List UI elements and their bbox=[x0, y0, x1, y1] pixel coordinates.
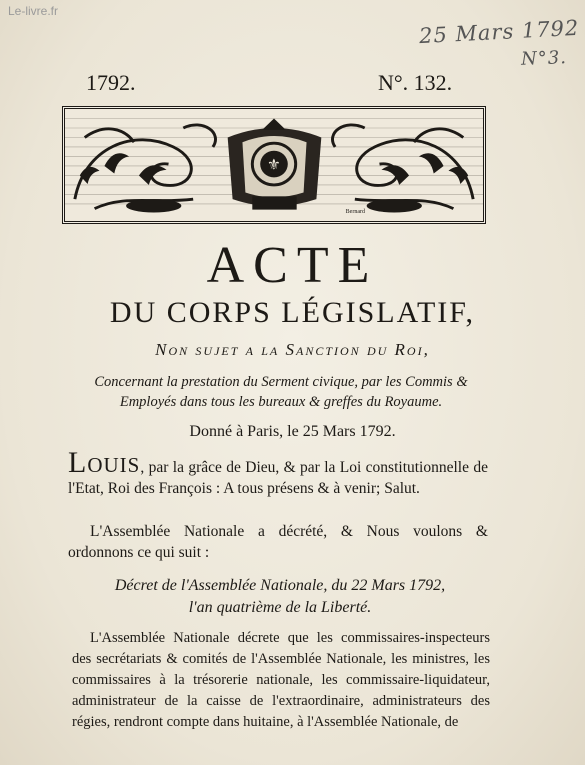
handwritten-number: N°3. bbox=[520, 47, 568, 70]
title-sanction: Non sujet a la Sanction du Roi, bbox=[155, 340, 430, 359]
decree-line-2: l'an quatrième de la Liberté. bbox=[188, 599, 372, 616]
engraver-signature: Bernard bbox=[345, 209, 365, 215]
title-corps-legislatif: DU CORPS LÉGISLATIF, bbox=[109, 296, 476, 329]
engraved-banner bbox=[62, 106, 486, 224]
intro-paragraph bbox=[68, 446, 488, 499]
subject-line: Concernant la prestation du Serment civique, par les Commis & Employés dans tous les bureaux & greffes du Royaume. bbox=[94, 374, 468, 410]
handwritten-date: 25 Mars 1792 bbox=[418, 15, 580, 49]
intro-text: , par la grâce de Dieu, & par la Loi constitutionnelle de l'Etat, Roi des François : A tous présens & à venir; Salut. bbox=[68, 459, 488, 497]
intro-dropcap-word: Louis bbox=[68, 446, 141, 479]
decree-heading bbox=[60, 575, 500, 619]
decree-line-1: Décret de l'Assemblée Nationale, du 22 Mars 1792, bbox=[114, 577, 446, 594]
document-number: N°. 132. bbox=[378, 70, 453, 95]
body-paragraph: L'Assemblée Nationale décrete que les commissaires-inspecteurs des secrétariats & comités de l'Assemblée Nationale, les ministres, les commissaires à la trésorerie nationale, les commissaire-liquidateur, administrateur de la caisse de l'extraordinaire, administrateurs des régies, rendront compte dans huitaine, à l'Assemblée Nationale, de bbox=[72, 630, 490, 730]
title-acte: ACTE bbox=[206, 237, 379, 294]
svg-text:⚜: ⚜ bbox=[266, 156, 282, 174]
ornament-illustration bbox=[65, 109, 483, 221]
date-given: Donné à Paris, le 25 Mars 1792. bbox=[189, 423, 396, 440]
watermark: Le-livre.fr bbox=[8, 4, 59, 18]
assembly-paragraph: L'Assemblée Nationale a décrété, & Nous voulons & ordonnons ce qui suit : bbox=[68, 523, 488, 561]
year-label: 1792. bbox=[86, 70, 136, 95]
